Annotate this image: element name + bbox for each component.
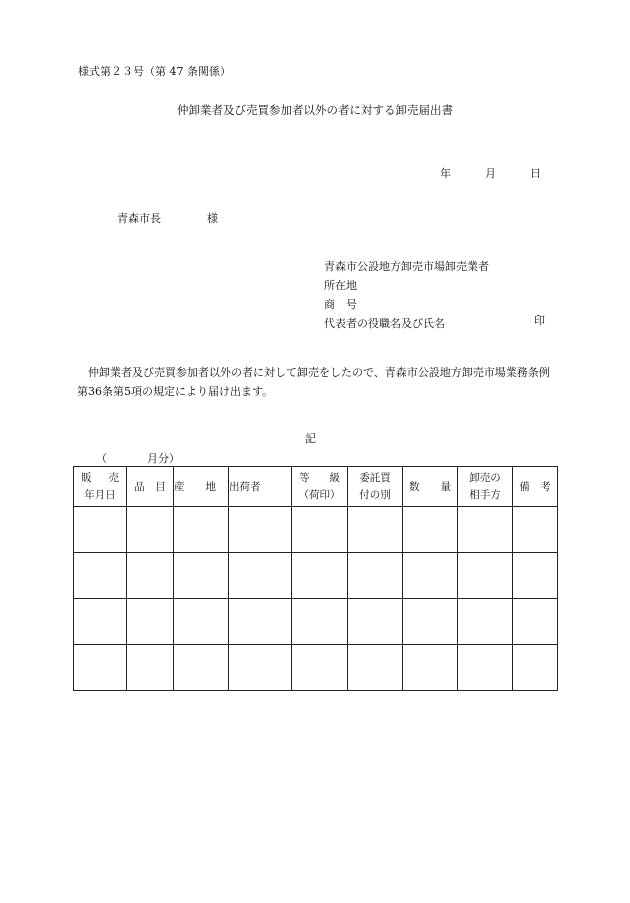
table-cell[interactable] <box>174 599 229 645</box>
header-grade: 等 級 （荷印） <box>292 467 348 507</box>
date-day-label: 日 <box>530 167 541 180</box>
table-cell[interactable] <box>174 553 229 599</box>
header-remarks: 備 考 <box>513 467 558 507</box>
table-cell[interactable] <box>127 507 174 553</box>
table-cell[interactable] <box>458 645 513 691</box>
table-cell[interactable] <box>292 599 348 645</box>
table-cell[interactable] <box>229 645 292 691</box>
table-cell[interactable] <box>229 507 292 553</box>
addressee-honorific: 様 <box>207 212 218 225</box>
date-year-label: 年 <box>440 167 451 180</box>
table-cell[interactable] <box>403 645 458 691</box>
header-counterparty: 卸売の 相手方 <box>458 467 513 507</box>
table-cell[interactable] <box>292 553 348 599</box>
table-cell[interactable] <box>458 507 513 553</box>
header-shipper: 出荷者 <box>229 467 292 507</box>
sender-rep-label: 代表者の役職名及び氏名 <box>324 317 445 330</box>
table-cell[interactable] <box>458 599 513 645</box>
month-open-paren: （ <box>96 452 107 465</box>
table-cell[interactable] <box>513 599 558 645</box>
table-cell[interactable] <box>174 645 229 691</box>
month-line <box>96 452 180 466</box>
header-origin: 産 地 <box>174 467 229 507</box>
table-row <box>74 553 558 599</box>
ki-heading: 記 <box>305 432 316 445</box>
table-cell[interactable] <box>403 599 458 645</box>
addressee-name: 青森市長 <box>117 212 161 225</box>
table-row <box>74 645 558 691</box>
table-cell[interactable] <box>403 507 458 553</box>
table-cell[interactable] <box>458 553 513 599</box>
addressee <box>117 212 218 226</box>
table-cell[interactable] <box>74 599 127 645</box>
table-row <box>74 507 558 553</box>
table-header-row <box>74 467 558 507</box>
table-cell[interactable] <box>292 507 348 553</box>
table-cell[interactable] <box>127 645 174 691</box>
header-consignment: 委託買 付の別 <box>348 467 403 507</box>
date-line <box>440 167 541 181</box>
table-cell[interactable] <box>513 645 558 691</box>
sender-block <box>324 257 489 333</box>
table-cell[interactable] <box>348 645 403 691</box>
table-row <box>74 599 558 645</box>
seal-mark: 印 <box>534 314 545 327</box>
table-cell[interactable] <box>74 553 127 599</box>
header-quantity: 数 量 <box>403 467 458 507</box>
form-number: 様式第２３号（第 47 条関係） <box>78 65 231 78</box>
sender-trade-name-label: 商 号 <box>324 298 357 311</box>
table-cell[interactable] <box>229 599 292 645</box>
header-sale-date: 販 売 年月日 <box>74 467 127 507</box>
date-month-label: 月 <box>485 167 496 180</box>
body-text: 仲卸業者及び売買参加者以外の者に対して卸売をしたので、青森市公設地方卸売市場業務条例第36条第5項の規定により届け出ます。 <box>77 366 550 398</box>
sender-org: 青森市公設地方卸売市場卸売業者 <box>324 260 489 273</box>
table-cell[interactable] <box>74 507 127 553</box>
header-item: 品 目 <box>127 467 174 507</box>
table-cell[interactable] <box>403 553 458 599</box>
table-cell[interactable] <box>513 507 558 553</box>
report-table <box>73 466 558 691</box>
table-cell[interactable] <box>292 645 348 691</box>
document-title: 仲卸業者及び売買参加者以外の者に対する卸売届出書 <box>177 103 453 117</box>
table-cell[interactable] <box>174 507 229 553</box>
table-cell[interactable] <box>513 553 558 599</box>
table-cell[interactable] <box>127 599 174 645</box>
table-cell[interactable] <box>74 645 127 691</box>
sender-address-label: 所在地 <box>324 279 357 292</box>
table-cell[interactable] <box>229 553 292 599</box>
month-label: 月分） <box>147 452 180 465</box>
table-cell[interactable] <box>127 553 174 599</box>
table-cell[interactable] <box>348 507 403 553</box>
table-cell[interactable] <box>348 599 403 645</box>
table-cell[interactable] <box>348 553 403 599</box>
